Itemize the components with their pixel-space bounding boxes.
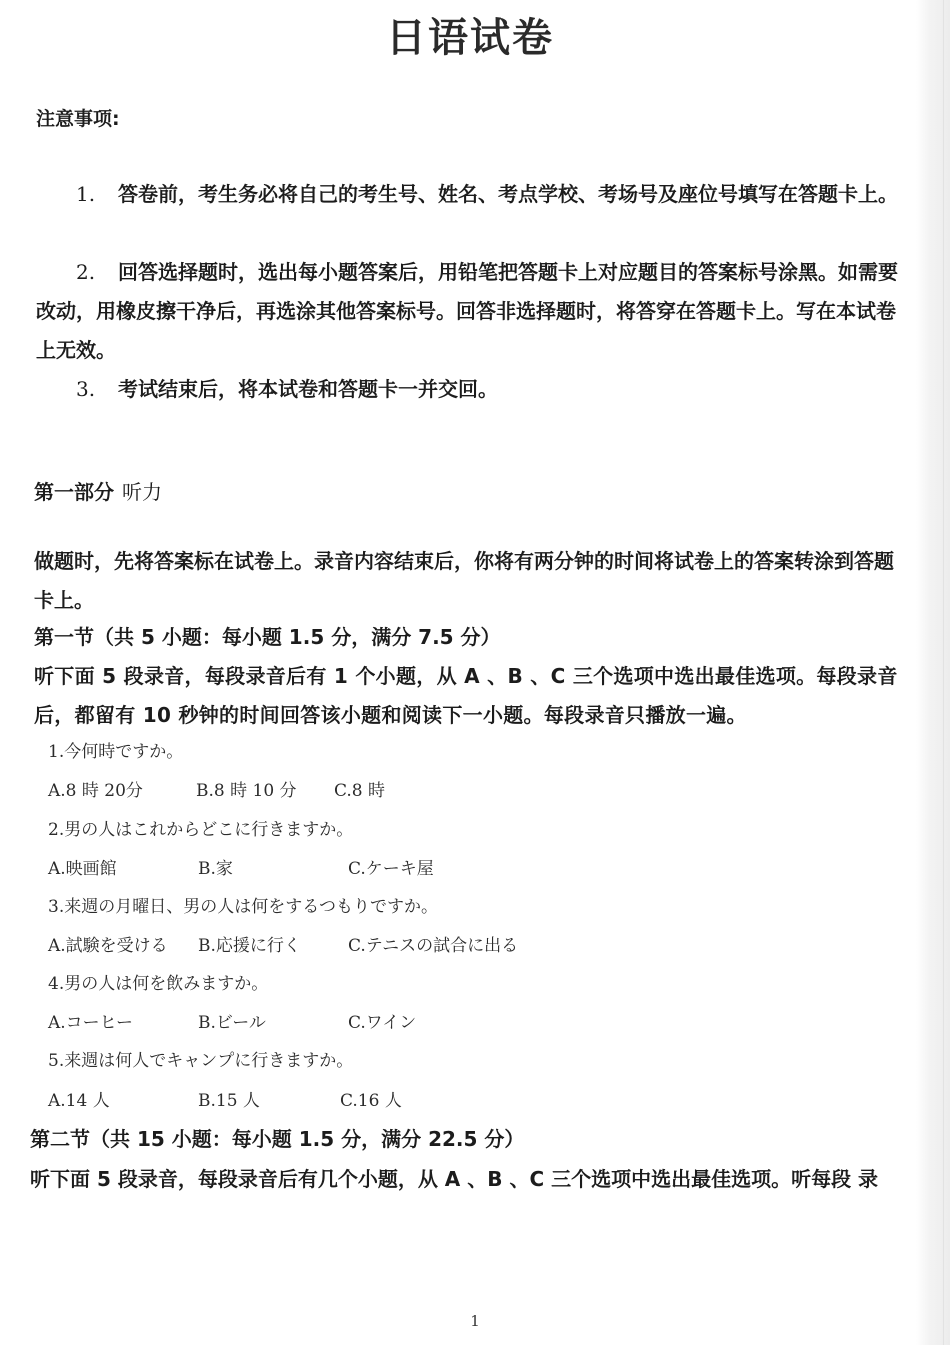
question-3: 3.来週の月曜日、男の人は何をするつもりですか。 [48,897,439,917]
notice-item-text: 回答选择题时，选出每小题答案后，用铅笔把答题卡上对应题目的答案标号涂黑。如需要改动，用橡皮擦干净后，再选涂其他答案标号。回答非选择题时，将答穿在答题卡上。写在本试卷上无效。 [36,260,898,362]
part1-instruction: 做题时，先将答案标在试卷上。录音内容结束后，你将有两分钟的时间将试卷上的答案转涂到答题卡上。 [34,549,894,612]
notice-item-number: 3. [76,377,96,401]
page-edge-line [943,0,944,1345]
question-3-option-b: B.応援に行く [198,936,301,956]
notice-item-text: 答卷前，考生务必将自己的考生号、姓名、考点学校、考场号及座位号填写在答题卡上。 [118,182,898,206]
question-1-option-c: C.8 時 [334,781,386,801]
page-edge-shadow [916,0,950,1345]
section2-title: 第二节（共 15 小题：每小题 1.5 分，满分 22.5 分） [30,1127,525,1151]
question-2: 2.男の人はこれからどこに行きますか。 [48,820,354,840]
question-2-option-b: B.家 [198,859,233,879]
notice-item-number: 2. [76,260,96,284]
notice-item-number: 1. [76,182,96,206]
part1-subtitle: 听力 [122,480,162,504]
question-4: 4.男の人は何を飲みますか。 [48,974,269,994]
question-4-option-b: B.ビール [198,1013,266,1033]
question-2-option-a: A.映画館 [48,859,117,879]
question-4-option-a: A.コーヒー [48,1013,134,1033]
page-number: 1 [470,1312,480,1330]
part1-title-text: 第一部分 [34,480,114,504]
question-1: 1.今何時ですか。 [48,742,184,762]
question-4-options [48,1008,648,1032]
notice-label: 注意事项: [36,108,120,130]
question-5-options [48,1086,648,1110]
question-5-option-a: A.14 人 [48,1091,110,1111]
notice-item-text: 考试结束后，将本试卷和答题卡一并交回。 [118,377,498,401]
question-1-option-a: A.8 時 20分 [48,781,143,801]
exam-title: 日语试卷 [386,15,554,61]
question-5-option-c: C.16 人 [340,1091,402,1111]
part1-title [34,476,162,505]
question-5-option-b: B.15 人 [198,1091,260,1111]
section1-instruction: 听下面 5 段录音，每段录音后有 1 个小题，从 A 、B 、C 三个选项中选出最佳选项。每段录音后，都留有 10 秒钟的时间回答该小题和阅读下一小题。每段录音只播放一遍。 [34,664,898,727]
question-1-option-b: B.8 時 10 分 [196,781,297,801]
question-3-option-a: A.試験を受ける [48,936,168,956]
question-3-option-c: C.テニスの試合に出る [348,936,519,956]
notice-item-2 [36,253,906,370]
question-3-options [48,931,648,955]
section1-title: 第一节（共 5 小题：每小题 1.5 分，满分 7.5 分） [34,625,501,649]
question-2-options [48,854,648,878]
section2-instruction: 听下面 5 段录音，每段录音后有几个小题，从 A 、B 、C 三个选项中选出最佳选项。听每段 录 [30,1167,879,1191]
notice-item-1 [36,175,906,214]
question-1-options [48,776,648,800]
question-4-option-c: C.ワイン [348,1013,417,1033]
question-5: 5.来週は何人でキャンプに行きますか。 [48,1051,354,1071]
notice-item-3 [36,370,906,409]
question-2-option-c: C.ケーキ屋 [348,859,434,879]
